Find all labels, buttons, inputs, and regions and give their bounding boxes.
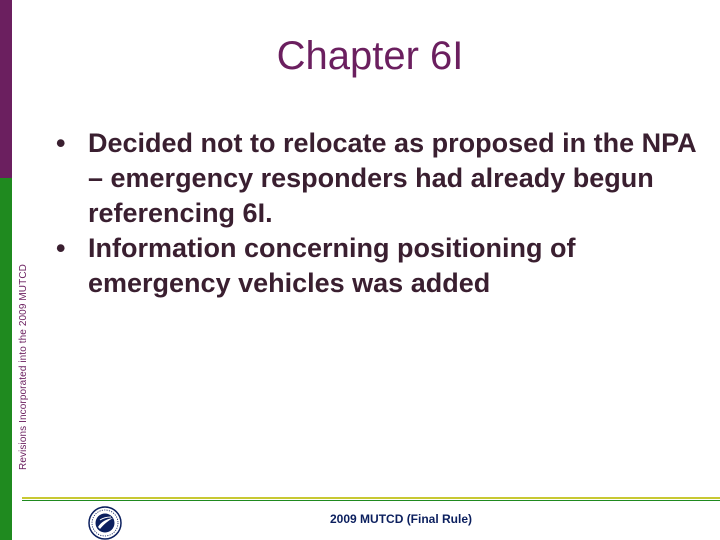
side-caption: Revisions Incorporated into the 2009 MUTCD [18, 264, 29, 470]
bullet-marker: • [56, 233, 66, 263]
slide-title: Chapter 6I [276, 34, 464, 78]
footer-text: 2009 MUTCD (Final Rule) [330, 512, 473, 526]
bullet-item [56, 126, 706, 231]
bullet-item [56, 231, 706, 301]
footer-rule-yellow [22, 497, 720, 499]
side-bar-green [0, 178, 12, 540]
side-bar-purple [0, 0, 12, 178]
footer-rule-green [22, 500, 720, 501]
us-dot-seal-icon [88, 506, 122, 540]
bullet-list [56, 126, 706, 301]
bullet-marker: • [56, 128, 66, 158]
bullet-text: Information concerning positioning of emergency vehicles was added [88, 233, 576, 298]
bullet-text: Decided not to relocate as proposed in the NPA – emergency responders had already begun referencing 6I. [88, 128, 696, 228]
